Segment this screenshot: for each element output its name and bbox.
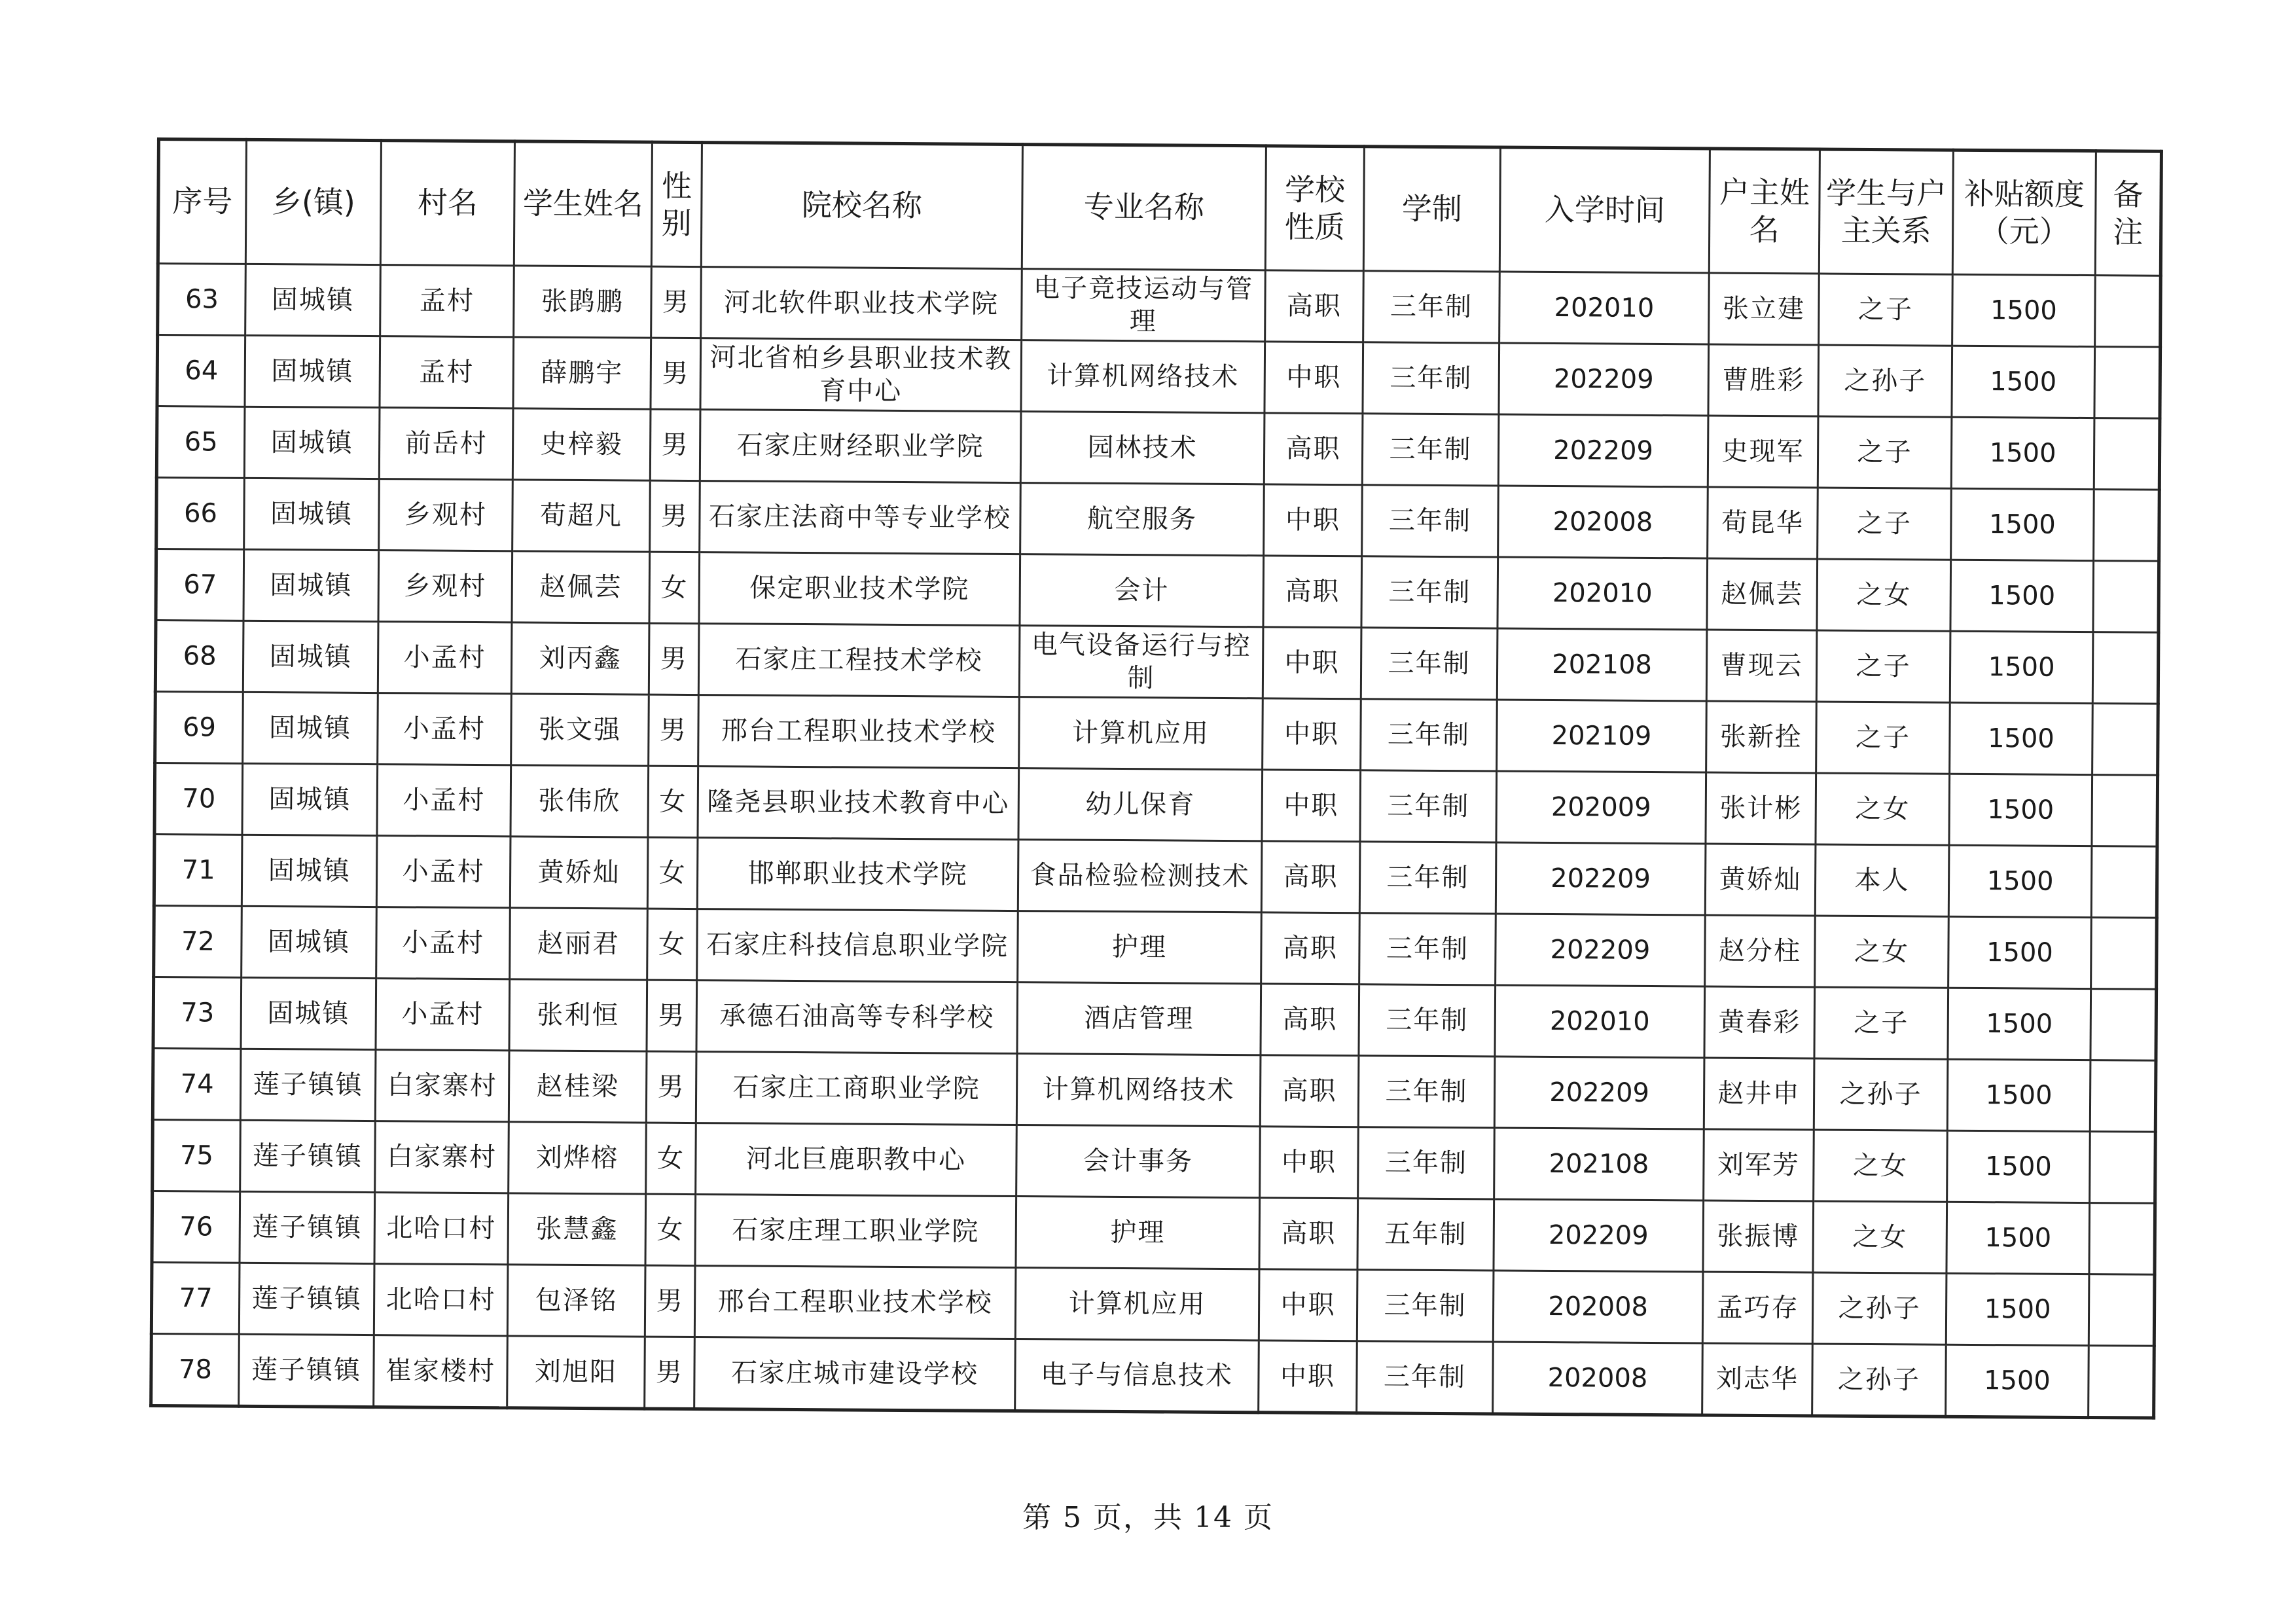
cell-township: 固城镇 <box>242 835 377 907</box>
cell-relationship: 之子 <box>1816 630 1950 702</box>
cell-remarks <box>2089 1346 2155 1418</box>
cell-major: 计算机网络技术 <box>1016 1054 1261 1127</box>
cell-serial: 75 <box>152 1119 241 1191</box>
cell-remarks <box>2094 418 2160 490</box>
cell-village: 小孟村 <box>378 622 512 694</box>
cell-gender: 男 <box>646 1051 696 1123</box>
cell-program-length: 三年制 <box>1358 1127 1495 1199</box>
cell-school-name: 石家庄财经职业学院 <box>700 410 1021 483</box>
cell-householder: 张振博 <box>1703 1200 1814 1272</box>
cell-major: 计算机应用 <box>1015 1268 1259 1341</box>
cell-student-name: 薛鹏宇 <box>513 337 651 409</box>
cell-householder: 曹现云 <box>1706 630 1817 702</box>
subsidy-roster-table <box>149 137 2163 1420</box>
cell-school-type: 高职 <box>1264 413 1363 485</box>
cell-enroll-date: 202010 <box>1495 985 1705 1058</box>
cell-major: 航空服务 <box>1020 483 1265 556</box>
cell-relationship: 之女 <box>1814 1130 1948 1202</box>
header-cell-school-type: 学校性质 <box>1265 146 1364 271</box>
cell-enroll-date: 202108 <box>1494 1128 1704 1200</box>
cell-school-name: 石家庄工程技术学校 <box>698 624 1020 697</box>
cell-relationship: 之孙子 <box>1812 1272 1946 1344</box>
cell-relationship: 之孙子 <box>1818 345 1952 417</box>
cell-program-length: 三年制 <box>1361 699 1498 771</box>
cell-gender: 男 <box>650 480 700 552</box>
table-row <box>156 406 2160 490</box>
header-cell-enroll-date: 入学时间 <box>1499 147 1710 273</box>
cell-gender: 男 <box>645 1265 695 1337</box>
cell-township: 莲子镇镇 <box>240 1191 375 1263</box>
cell-student-name: 张鹍鹏 <box>514 266 652 338</box>
cell-remarks <box>2094 347 2161 419</box>
cell-relationship: 之子 <box>1814 987 1948 1059</box>
header-cell-subsidy: 补贴额度（元） <box>1952 150 2096 275</box>
cell-enroll-date: 202008 <box>1493 1271 1703 1343</box>
cell-serial: 70 <box>154 763 243 835</box>
cell-remarks <box>2095 276 2161 348</box>
cell-school-name: 石家庄理工职业学院 <box>695 1195 1016 1268</box>
cell-school-type: 中职 <box>1259 1341 1357 1413</box>
header-cell-township: 乡(镇) <box>245 139 381 264</box>
cell-student-name: 荀超凡 <box>512 480 651 552</box>
cell-school-name: 邢台工程职业技术学校 <box>698 695 1020 768</box>
table-row <box>152 1191 2155 1274</box>
cell-subsidy: 1500 <box>1948 988 2091 1060</box>
cell-subsidy: 1500 <box>1951 488 2094 560</box>
cell-subsidy: 1500 <box>1951 417 2094 489</box>
cell-village: 小孟村 <box>377 765 511 837</box>
cell-serial: 74 <box>152 1048 241 1120</box>
cell-school-type: 中职 <box>1260 1127 1359 1199</box>
cell-major: 电子竞技运动与管理 <box>1022 269 1266 342</box>
cell-serial: 67 <box>156 549 244 621</box>
cell-school-type: 中职 <box>1265 342 1363 414</box>
cell-village: 白家寨村 <box>375 1121 509 1193</box>
cell-serial: 65 <box>156 406 245 478</box>
cell-serial: 63 <box>158 264 246 336</box>
cell-subsidy: 1500 <box>1952 274 2096 346</box>
cell-householder: 刘军芳 <box>1704 1129 1814 1201</box>
cell-relationship: 之女 <box>1815 916 1949 988</box>
cell-student-name: 张利恒 <box>509 979 647 1051</box>
cell-program-length: 三年制 <box>1358 1056 1495 1128</box>
cell-gender: 女 <box>649 552 700 623</box>
cell-householder: 曹胜彩 <box>1708 344 1819 416</box>
cell-subsidy: 1500 <box>1946 1344 2089 1417</box>
cell-enroll-date: 202209 <box>1499 343 1709 416</box>
cell-remarks <box>2090 1132 2156 1204</box>
cell-program-length: 三年制 <box>1363 271 1500 343</box>
cell-school-name: 河北软件职业技术学院 <box>701 267 1022 340</box>
cell-remarks <box>2089 1274 2155 1346</box>
cell-major: 护理 <box>1016 1197 1260 1269</box>
header-cell-program-length: 学制 <box>1363 147 1500 272</box>
cell-gender: 男 <box>645 1337 695 1409</box>
cell-serial: 68 <box>155 621 243 693</box>
cell-township: 固城镇 <box>242 906 377 978</box>
cell-school-type: 高职 <box>1261 841 1360 913</box>
cell-township: 固城镇 <box>243 621 378 693</box>
cell-householder: 赵佩芸 <box>1707 558 1818 630</box>
table-row <box>153 977 2157 1060</box>
cell-major: 园林技术 <box>1020 412 1265 484</box>
cell-school-name: 保定职业技术学院 <box>699 552 1020 626</box>
cell-householder: 荀昆华 <box>1708 487 1818 559</box>
cell-relationship: 之子 <box>1818 488 1952 560</box>
cell-remarks <box>2092 632 2159 704</box>
cell-relationship: 之子 <box>1816 702 1950 774</box>
cell-village: 小孟村 <box>376 836 511 908</box>
cell-township: 莲子镇镇 <box>240 1049 376 1121</box>
cell-gender: 女 <box>646 1123 696 1194</box>
cell-subsidy: 1500 <box>1948 845 2092 917</box>
cell-enroll-date: 202209 <box>1496 842 1706 915</box>
cell-remarks <box>2089 1203 2155 1275</box>
cell-student-name: 赵佩芸 <box>512 551 650 623</box>
cell-enroll-date: 202209 <box>1496 914 1706 986</box>
cell-enroll-date: 202008 <box>1498 486 1708 558</box>
cell-enroll-date: 202209 <box>1498 414 1708 487</box>
cell-relationship: 之子 <box>1819 274 1953 346</box>
cell-gender: 女 <box>648 766 698 837</box>
cell-school-type: 中职 <box>1263 627 1361 699</box>
cell-school-type: 中职 <box>1259 1269 1357 1341</box>
cell-major: 电子与信息技术 <box>1015 1339 1259 1413</box>
cell-subsidy: 1500 <box>1947 1059 2090 1131</box>
table-row <box>157 335 2161 419</box>
cell-enroll-date: 202209 <box>1494 1056 1704 1129</box>
cell-subsidy: 1500 <box>1946 1202 2090 1274</box>
cell-subsidy: 1500 <box>1950 560 2094 632</box>
cell-school-type: 高职 <box>1259 1198 1358 1270</box>
cell-householder: 赵分柱 <box>1705 915 1816 987</box>
cell-program-length: 三年制 <box>1361 628 1498 700</box>
header-cell-gender: 性别 <box>651 142 702 266</box>
cell-village: 乡观村 <box>379 479 513 551</box>
table-row <box>155 621 2159 704</box>
cell-householder: 孟巧存 <box>1702 1272 1813 1344</box>
cell-householder: 张立建 <box>1709 273 1820 345</box>
cell-school-type: 中职 <box>1262 770 1361 842</box>
cell-remarks <box>2091 918 2157 990</box>
cell-major: 会计事务 <box>1016 1125 1261 1198</box>
cell-student-name: 史梓毅 <box>512 408 651 480</box>
cell-township: 莲子镇镇 <box>239 1334 374 1407</box>
cell-program-length: 三年制 <box>1359 842 1496 914</box>
cell-householder: 赵井申 <box>1704 1058 1814 1130</box>
cell-school-type: 高职 <box>1265 270 1364 342</box>
cell-major: 幼儿保育 <box>1018 768 1263 841</box>
table-row <box>154 763 2158 846</box>
cell-student-name: 张慧鑫 <box>508 1193 646 1265</box>
cell-student-name: 赵桂梁 <box>509 1051 647 1123</box>
cell-village: 北哈口村 <box>374 1193 509 1265</box>
cell-student-name: 包泽铭 <box>507 1265 645 1337</box>
table-header <box>158 139 2161 276</box>
cell-serial: 72 <box>154 905 242 977</box>
cell-township: 固城镇 <box>243 549 379 621</box>
cell-school-name: 邯郸职业技术学院 <box>697 838 1018 911</box>
cell-householder: 黄娇灿 <box>1705 844 1816 916</box>
table-body <box>151 264 2161 1418</box>
cell-enroll-date: 202010 <box>1498 557 1708 630</box>
header-cell-student-name: 学生姓名 <box>514 141 652 266</box>
cell-student-name: 张伟欣 <box>511 765 649 837</box>
cell-relationship: 本人 <box>1815 844 1949 916</box>
cell-school-name: 石家庄科技信息职业学院 <box>697 909 1018 983</box>
cell-remarks <box>2092 775 2158 847</box>
roster-sheet <box>149 137 2160 1420</box>
cell-village: 北哈口村 <box>374 1264 508 1336</box>
cell-school-type: 高职 <box>1263 556 1362 628</box>
cell-remarks <box>2090 989 2157 1061</box>
cell-gender: 女 <box>645 1194 696 1265</box>
cell-school-name: 承德石油高等专科学校 <box>696 981 1018 1054</box>
cell-township: 固城镇 <box>242 763 378 835</box>
cell-program-length: 三年制 <box>1357 1341 1494 1414</box>
header-cell-serial: 序号 <box>158 139 246 264</box>
cell-school-type: 高职 <box>1261 912 1360 984</box>
table-row <box>154 834 2157 918</box>
table-row <box>158 264 2161 348</box>
cell-school-type: 中职 <box>1264 484 1363 556</box>
cell-township: 固城镇 <box>244 406 380 478</box>
cell-relationship: 之孙子 <box>1814 1058 1948 1130</box>
cell-serial: 76 <box>152 1191 240 1263</box>
cell-program-length: 三年制 <box>1359 913 1496 985</box>
cell-subsidy: 1500 <box>1949 774 2092 846</box>
cell-village: 小孟村 <box>376 979 510 1051</box>
cell-program-length: 五年制 <box>1357 1199 1494 1271</box>
cell-enroll-date: 202109 <box>1497 700 1707 772</box>
cell-householder: 黄春彩 <box>1704 986 1815 1058</box>
cell-student-name: 刘旭阳 <box>507 1336 645 1409</box>
table-row <box>152 1119 2156 1203</box>
cell-remarks <box>2092 704 2159 776</box>
cell-village: 崔家楼村 <box>374 1335 508 1408</box>
table-row <box>151 1333 2155 1418</box>
cell-enroll-date: 202108 <box>1497 628 1707 701</box>
cell-subsidy: 1500 <box>1947 1130 2090 1202</box>
cell-subsidy: 1500 <box>1950 631 2093 703</box>
cell-student-name: 刘丙鑫 <box>511 623 649 695</box>
table-row <box>156 549 2159 633</box>
cell-enroll-date: 202209 <box>1494 1199 1704 1272</box>
table-row <box>154 905 2157 989</box>
cell-village: 白家寨村 <box>375 1050 509 1122</box>
cell-township: 固城镇 <box>244 478 380 550</box>
table-row <box>156 478 2160 562</box>
cell-relationship: 之女 <box>1813 1201 1947 1273</box>
header-row <box>158 139 2161 276</box>
cell-relationship: 之女 <box>1817 559 1951 631</box>
cell-serial: 78 <box>151 1333 240 1406</box>
cell-school-name: 石家庄城市建设学校 <box>694 1337 1016 1411</box>
cell-serial: 77 <box>151 1262 240 1334</box>
cell-gender: 男 <box>649 695 699 766</box>
cell-relationship: 之女 <box>1816 773 1950 845</box>
cell-student-name: 刘烨榕 <box>509 1122 647 1194</box>
cell-school-name: 河北巨鹿职教中心 <box>696 1123 1017 1197</box>
cell-program-length: 三年制 <box>1361 556 1498 628</box>
cell-school-type: 中职 <box>1263 698 1361 770</box>
cell-major: 电气设备运行与控制 <box>1019 626 1263 698</box>
cell-enroll-date: 202010 <box>1499 272 1710 344</box>
cell-school-name: 邢台工程职业技术学校 <box>694 1266 1016 1339</box>
cell-township: 莲子镇镇 <box>240 1120 376 1192</box>
header-cell-remarks: 备注 <box>2095 151 2161 276</box>
cell-village: 孟村 <box>380 265 514 337</box>
cell-school-name: 石家庄法商中等专业学校 <box>700 481 1021 554</box>
header-cell-village: 村名 <box>380 141 514 266</box>
cell-serial: 69 <box>155 691 243 763</box>
cell-householder: 刘志华 <box>1702 1343 1813 1416</box>
cell-gender: 男 <box>647 980 697 1051</box>
cell-householder: 张新拴 <box>1706 701 1817 773</box>
cell-householder: 史现军 <box>1708 416 1818 488</box>
cell-major: 护理 <box>1018 911 1262 984</box>
cell-serial: 71 <box>154 834 242 906</box>
header-cell-school-name: 院校名称 <box>701 143 1022 269</box>
cell-program-length: 三年制 <box>1362 485 1499 557</box>
cell-village: 乡观村 <box>378 550 512 623</box>
cell-school-type: 高职 <box>1260 1055 1359 1127</box>
cell-major: 会计 <box>1020 554 1264 627</box>
cell-township: 固城镇 <box>245 335 380 407</box>
header-cell-major: 专业名称 <box>1022 145 1266 270</box>
cell-school-name: 河北省柏乡县职业技术教育中心 <box>700 338 1022 412</box>
cell-school-name: 隆尧县职业技术教育中心 <box>698 767 1019 840</box>
cell-remarks <box>2090 1060 2156 1132</box>
cell-township: 固城镇 <box>241 977 376 1049</box>
cell-student-name: 赵丽君 <box>510 908 648 980</box>
cell-village: 小孟村 <box>376 907 511 979</box>
cell-village: 小孟村 <box>378 693 512 765</box>
cell-village: 孟村 <box>380 336 514 408</box>
cell-serial: 73 <box>153 977 242 1049</box>
cell-subsidy: 1500 <box>1948 916 2092 988</box>
cell-serial: 66 <box>156 478 245 550</box>
cell-remarks <box>2094 490 2160 562</box>
cell-relationship: 之孙子 <box>1812 1344 1946 1416</box>
cell-subsidy: 1500 <box>1950 702 2093 774</box>
cell-village: 前岳村 <box>379 408 513 480</box>
cell-student-name: 张文强 <box>511 694 649 766</box>
cell-program-length: 三年制 <box>1362 414 1499 486</box>
cell-major: 食品检验检测技术 <box>1018 840 1262 912</box>
cell-school-name: 石家庄工商职业学院 <box>696 1052 1017 1125</box>
cell-major: 计算机网络技术 <box>1021 340 1265 413</box>
cell-student-name: 黄娇灿 <box>510 837 648 909</box>
cell-program-length: 三年制 <box>1363 342 1499 414</box>
cell-householder: 张计彬 <box>1706 772 1816 844</box>
cell-township: 固城镇 <box>245 264 381 336</box>
cell-township: 固城镇 <box>243 692 378 764</box>
cell-school-type: 高职 <box>1261 984 1359 1056</box>
cell-subsidy: 1500 <box>1946 1273 2089 1345</box>
cell-gender: 男 <box>650 409 700 480</box>
cell-gender: 男 <box>651 338 701 409</box>
cell-major: 计算机应用 <box>1019 697 1263 770</box>
table-row <box>155 691 2159 775</box>
cell-gender: 男 <box>649 623 699 695</box>
table-row <box>152 1048 2156 1132</box>
cell-gender: 男 <box>651 266 702 338</box>
cell-enroll-date: 202009 <box>1496 771 1706 844</box>
cell-remarks <box>2093 561 2159 633</box>
cell-gender: 女 <box>647 909 698 980</box>
header-cell-householder: 户主姓名 <box>1709 149 1820 274</box>
cell-enroll-date: 202008 <box>1493 1342 1703 1415</box>
cell-subsidy: 1500 <box>1952 346 2095 418</box>
cell-serial: 64 <box>157 335 245 407</box>
cell-remarks <box>2091 846 2157 918</box>
page-footer: 第 5 页，共 14 页 <box>1022 1501 1274 1534</box>
table-row <box>151 1262 2155 1346</box>
cell-gender: 女 <box>647 837 698 909</box>
cell-program-length: 三年制 <box>1359 984 1496 1056</box>
cell-program-length: 三年制 <box>1360 770 1497 842</box>
header-cell-relationship: 学生与户主关系 <box>1819 149 1953 274</box>
cell-relationship: 之子 <box>1818 416 1952 488</box>
cell-major: 酒店管理 <box>1017 983 1261 1055</box>
cell-township: 莲子镇镇 <box>239 1263 374 1335</box>
cell-program-length: 三年制 <box>1357 1270 1494 1342</box>
